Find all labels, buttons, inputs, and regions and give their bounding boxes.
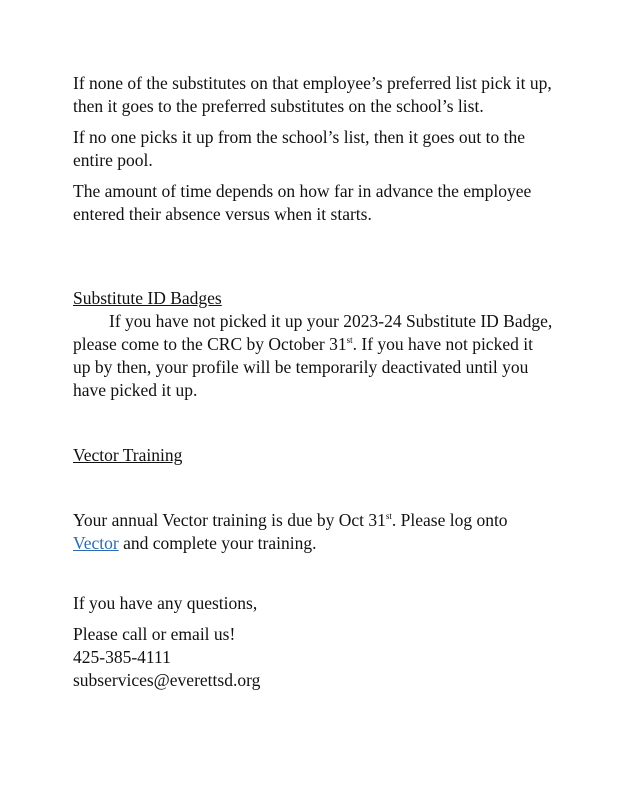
vector-text-mid: . Please log onto: [391, 510, 508, 530]
vector-text-before: Your annual Vector training is due by Oct 31: [73, 510, 386, 530]
badges-paragraph: [73, 310, 553, 402]
contact-questions: If you have any questions,: [73, 593, 258, 613]
contact-email: subservices@everettsd.org: [73, 670, 261, 690]
vector-paragraph: [73, 509, 553, 555]
contact-call: Please call or email us!: [73, 624, 236, 644]
vector-sup: st: [385, 511, 392, 522]
vector-text-after: and complete your training.: [118, 533, 317, 553]
paragraph-school-list: If no one picks it up from the school’s list, then it goes out to the entire pool.: [73, 127, 526, 170]
vector-heading: Vector Training: [73, 445, 183, 465]
paragraph-time: The amount of time depends on how far in advance the employee entered their absence versus when it starts.: [73, 181, 532, 224]
vector-link[interactable]: Vector: [73, 533, 119, 553]
badges-sup: st: [346, 335, 353, 346]
badges-text-before: If you have not picked it up your 2023-24 Substitute ID Badge, please come to the CRC by October 31: [73, 311, 553, 354]
badges-heading: Substitute ID Badges: [73, 288, 222, 308]
paragraph-preferred-list: If none of the substitutes on that employee’s preferred list pick it up, then it goes to the preferred substitutes on the school’s list.: [73, 73, 552, 116]
contact-phone: 425-385-4111: [73, 647, 171, 667]
badges-text-after: . If you have not picked it up by then, your profile will be temporarily deactivated until you have picked it up.: [73, 334, 533, 400]
document-page: [73, 72, 553, 692]
